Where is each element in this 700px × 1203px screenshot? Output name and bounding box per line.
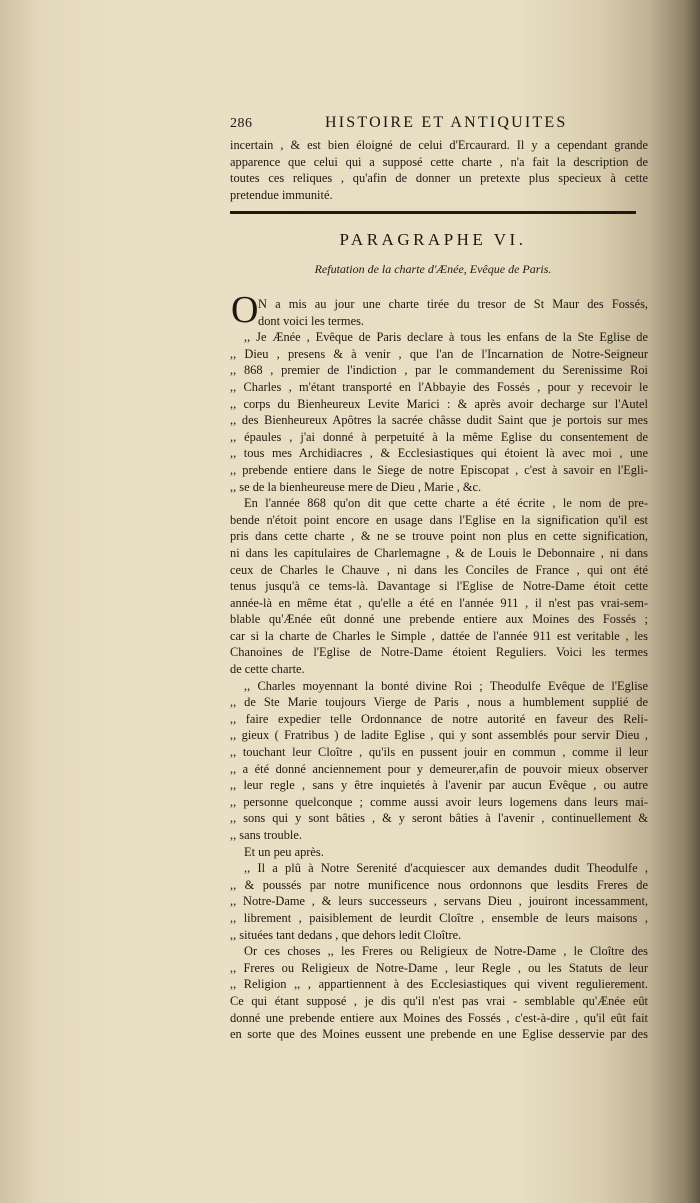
- body-text: [230, 296, 648, 1043]
- quote-line: ,, sans trouble.: [230, 828, 302, 842]
- page-header: [230, 116, 650, 136]
- quote-line: ,, corps du Bienheureux Levite Marici : & après avoir decharge sur l'Autel: [230, 396, 648, 411]
- quote-line: ,, de Ste Marie toujours Vierge de Paris , nous a humblement supplié de: [230, 695, 648, 710]
- quote-line: ,, se de la bienheureuse mere de Dieu , Marie , &c.: [230, 479, 482, 494]
- text-line: ,, Freres ou Religieux de Notre-Dame , leur Regle , ou les Statuts de leur: [230, 960, 648, 975]
- text-line: car si la charte de Charles le Simple , dattée de l'année 911 est veritable , les: [230, 628, 648, 643]
- quote-line: ,, Charles , m'étant transporté en l'Abbayie des Fossés , pour y recevoir le: [230, 379, 648, 394]
- text-line: en sorte que des Moines eussent une prebende en une Eglise desservie par des: [230, 1027, 648, 1042]
- quote-line: ,, tous mes Archidiacres , & Ecclesiastiques qui étoient là avec moi , une: [230, 446, 648, 461]
- running-title: HISTOIRE ET ANTIQUITES: [325, 114, 568, 131]
- text-line: tenus jusqu'à ce tems-là. Davantage si l'Eglise de Notre-Dame étoit cette: [230, 579, 648, 594]
- text-line: En l'année 868 qu'on dit que cette charte a été écrite , le nom de pre-: [244, 496, 648, 511]
- quote-line: ,, Dieu , presens & à venir , que l'an de l'Incarnation de Notre-Seigneur: [230, 346, 648, 361]
- text-line: Et un peu après.: [244, 844, 324, 859]
- text-line: blable qu'Ænée eût donné une prebende entiere aux Moines des Fossés ;: [230, 612, 648, 627]
- text-line: pris dans cette charte , & ne se trouve point non plus en cette signification,: [230, 529, 648, 544]
- text-line: bende n'étoit point encore en usage dans l'Eglise en la signification qu'il est: [230, 512, 648, 527]
- section-divider: [230, 211, 636, 214]
- quote-line: ,, prebende entiere dans le Siege de notre Episcopat , c'est à savoir en l'Egli-: [230, 462, 648, 477]
- text-line: Chanoines de l'Eglise de Notre-Dame étoient Reguliers. Voici les termes: [230, 645, 648, 660]
- quote-line: ,, leur regle , sans y être inquietés à l'avenir par aucun Evêque , ou autre: [230, 778, 648, 793]
- quote-line: ,, faire expedier telle Ordonnance de notre autorité en faveur des Reli-: [230, 711, 648, 726]
- quote-line: ,, personne quelconque ; comme aussi avoir leurs logemens dans leurs mai-: [230, 794, 648, 809]
- quote-line: ,, des Bienheureux Apôtres la sacrée châsse dudit Saint que je portois sur mes: [230, 413, 648, 428]
- text-line: Ce qui étant supposé , je dis qu'il n'est pas vrai - semblable qu'Ænée eût: [230, 993, 648, 1008]
- page-number: 286: [230, 116, 253, 131]
- text-line: ni dans les capitulaires de Charlemagne , & de Louis le Debonnaire , ni dans: [230, 545, 648, 560]
- quote-line: ,, touchant leur Cloître , qu'ils en pussent jouir en commun , comme il leur: [230, 745, 648, 760]
- quote-line: ,, situées tant dedans , que dehors ledit Cloître.: [230, 927, 462, 942]
- quote-line: ,, & poussés par notre munificence nous ordonnons que lesdits Freres de: [230, 877, 648, 892]
- text-line: Or ces choses ,, les Freres ou Religieux de Notre-Dame , le Cloître des: [244, 944, 648, 959]
- quote-line: ,, épaules , j'ai donné à perpetuité à la même Eglise du consentement de: [230, 429, 648, 444]
- text-line: donné une prebende entiere aux Moines des Fossés , c'est-à-dire , qu'il eût fait: [230, 1010, 648, 1025]
- text-line: toutes ces reliques , qu'afin de donner un pretexte plus specieux à cette: [230, 171, 648, 186]
- text-line: incertain , & est bien éloigné de celui d'Ercaurard. Il y a cependant grande: [230, 138, 648, 152]
- text-line: ceux de Charles le Chauve , ni dans les Conciles de France , qui ont été: [230, 562, 648, 577]
- quote-line: ,, a été donné anciennement pour y demeurer,afin de pouvoir mieux observer: [230, 761, 648, 776]
- text-line: dont voici les termes.: [258, 313, 364, 328]
- quote-line: ,, Il a plû à Notre Serenité d'acquiescer aux demandes dudit Theodulfe ,: [244, 861, 648, 876]
- quote-line: ,, sons qui y sont bâties , & y seront bâties à l'avenir , continuellement &: [230, 811, 648, 826]
- text-line: N a mis au jour une charte tirée du tresor de St Maur des Fossés,: [258, 297, 648, 311]
- text-line: apparence que celui qui a supposé cette charte , n'a fait la description de: [230, 154, 648, 169]
- quote-line: ,, gieux ( Fratribus ) de ladite Eglise , qui y sont assemblés pour servir Dieu ,: [230, 728, 648, 743]
- quote-line: ,, Charles moyennant la bonté divine Roi ; Theodulfe Evêque de l'Eglise: [244, 678, 648, 693]
- quote-line: ,, Notre-Dame , & leurs successeurs , servans Dieu , jouiront incessamment,: [230, 894, 648, 909]
- text-line: ,, Religion ,, , appartiennent à des Ecclesiastiques qui vivent regulierement.: [230, 977, 648, 992]
- section-title: PARAGRAPHE VI.: [339, 230, 527, 249]
- text-line: année-là en même état , qu'elle a été en l'année 911 , il n'est pas vrai-sem-: [230, 595, 648, 610]
- intro-paragraph: [230, 137, 648, 203]
- quote-line: ,, librement , paisiblement de leurdit Cloître , ensemble de leurs maisons ,: [230, 910, 648, 925]
- drop-cap: O: [231, 289, 259, 331]
- text-line: de cette charte.: [230, 662, 305, 677]
- section-subtitle: Refutation de la charte d'Ænée, Evêque de Paris.: [314, 262, 552, 276]
- text-line: pretendue immunité.: [230, 187, 333, 202]
- quote-line: ,, Je Ænée , Evêque de Paris declare à tous les enfans de la Ste Eglise de: [244, 330, 648, 345]
- quote-line: ,, 868 , premier de l'indiction , par le commandement du Serenissime Roi: [230, 363, 648, 378]
